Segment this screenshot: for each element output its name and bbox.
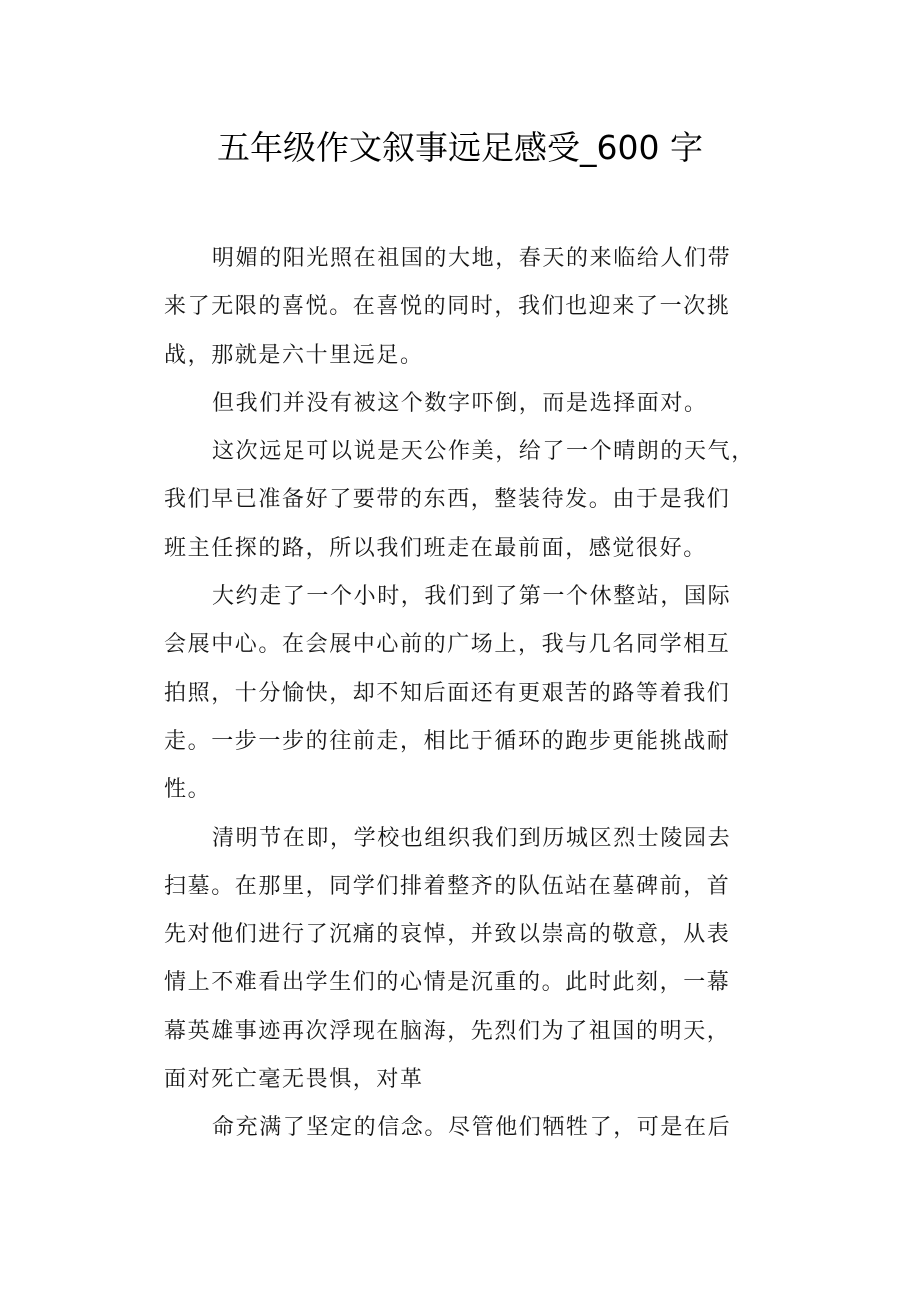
text-line: 先对他们进行了沉痛的哀悼，并致以崇高的敬意，从表	[164, 922, 731, 948]
text-line: 我们早已准备好了要带的东西，整装待发。由于是我们	[164, 487, 731, 513]
text-line: 明媚的阳光照在祖国的大地，春天的来临给人们带	[212, 246, 732, 271]
text-line: 拍照，十分愉快，却不知后面还有更艰苦的路等着我们	[164, 680, 731, 706]
document-title: 五年级作文叙事远足感受_600 字	[217, 128, 703, 167]
text-line: 扫墓。在那里，同学们排着整齐的队伍站在墓碑前，首	[164, 873, 731, 899]
document-body	[164, 235, 764, 1153]
text-line: 这次远足可以说是天公作美，给了一个晴朗的天气，	[212, 439, 755, 465]
text-line: 但我们并没有被这个数字吓倒，而是选择面对。	[212, 390, 708, 416]
text-line: 战，那就是六十里远足。	[164, 342, 424, 368]
text-line: 情上不难看出学生们的心情是沉重的。此时此刻，一幕	[164, 970, 731, 996]
text-line: 清明节在即，学校也组织我们到历城区烈士陵园去	[212, 825, 732, 851]
text-line: 命充满了坚定的信念。尽管他们牺牲了，可是在后	[212, 1115, 732, 1141]
text-line: 会展中心。在会展中心前的广场上，我与几名同学相互	[164, 632, 731, 658]
text-line: 班主任探的路，所以我们班走在最前面，感觉很好。	[164, 535, 707, 561]
text-line: 大约走了一个小时，我们到了第一个休整站，国际	[212, 584, 732, 610]
text-line: 幕英雄事迹再次浮现在脑海，先烈们为了祖国的明天，	[164, 1018, 731, 1044]
text-line: 面对死亡毫无畏惧，对革	[164, 1067, 424, 1093]
text-line: 性。	[164, 777, 212, 803]
text-line: 走。一步一步的往前走，相比于循环的跑步更能挑战耐	[164, 728, 731, 754]
text-line: 来了无限的喜悦。在喜悦的同时，我们也迎来了一次挑	[164, 294, 731, 320]
